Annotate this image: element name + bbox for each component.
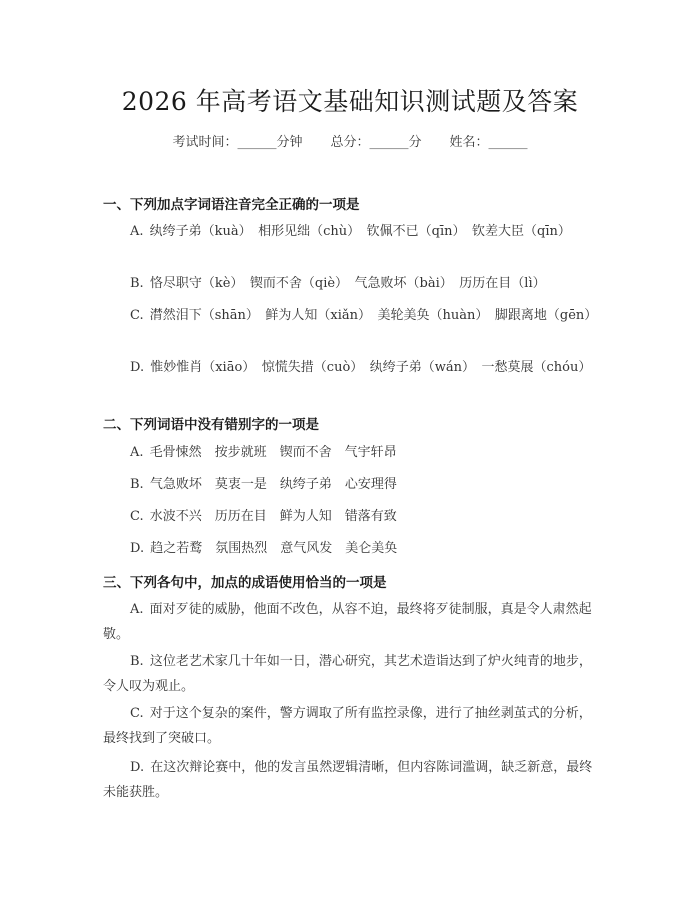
question-3-option-c: C. 对于这个复杂的案件，警方调取了所有监控录像，进行了抽丝剥茧式的分析，最终找到了突破口。 xyxy=(103,706,592,746)
question-2-option-c: C. 水波不兴 历历在目 鲜为人知 错落有致 xyxy=(130,509,397,524)
question-3-heading: 三、下列各句中，加点的成语使用恰当的一项是 xyxy=(103,575,387,591)
question-3-option-a: A. 面对歹徒的威胁，他面不改色，从容不迫，最终将歹徒制服，真是令人肃然起敬。 xyxy=(103,602,592,642)
total-score-field: 总分：______分 xyxy=(330,135,422,150)
question-3-option-b: B. 这位老艺术家几十年如一日，潜心研究，其艺术造诣达到了炉火纯青的地步，令人叹为观止。 xyxy=(103,654,592,694)
question-2-option-b: B. 气急败坏 莫衷一是 纨绔子弟 心安理得 xyxy=(130,477,397,492)
question-1-heading: 一、下列加点字词语注音完全正确的一项是 xyxy=(103,197,360,213)
question-3-option-d: D. 在这次辩论赛中，他的发言虽然逻辑清晰，但内容陈词滥调，缺乏新意，最终未能获胜。 xyxy=(103,760,593,800)
page-title: 2026 年高考语文基础知识测试题及答案 xyxy=(121,87,579,116)
exam-time-field: 考试时间：______分钟 xyxy=(172,135,303,150)
question-1-option-a: A. 纨绔子弟（kuà） 相形见绌（chù） 钦佩不已（qīn） 钦差大臣（qīn） xyxy=(130,224,571,239)
exam-meta xyxy=(0,131,700,150)
question-2-option-d: D. 趋之若鹜 氛围热烈 意气风发 美仑美奂 xyxy=(130,541,398,556)
question-2-option-a: A. 毛骨悚然 按步就班 锲而不舍 气宇轩昂 xyxy=(130,445,397,460)
question-1-option-b: B. 恪尽职守（kè） 锲而不舍（qiè） 气急败坏（bài） 历历在目（lì） xyxy=(130,276,546,291)
question-2-heading: 二、下列词语中没有错别字的一项是 xyxy=(103,417,319,433)
question-1-option-d: D. 惟妙惟肖（xiāo） 惊慌失措（cuò） 纨绔子弟（wán） 一愁莫展（chóu） xyxy=(130,360,592,375)
student-name-field: 姓名：______ xyxy=(449,135,528,150)
question-1-option-c: C. 潸然泪下（shān） 鲜为人知（xiǎn） 美轮美奂（huàn） 脚跟离地（gēn） xyxy=(130,308,598,323)
